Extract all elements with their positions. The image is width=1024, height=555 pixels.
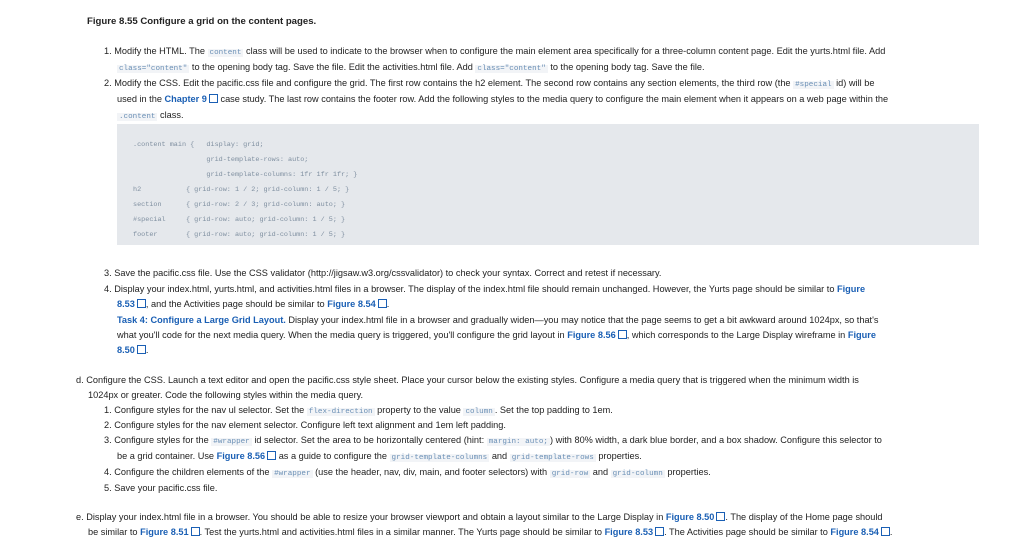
inline-code: flex-direction: [308, 408, 373, 416]
step-1-cont: class="content" to the opening body tag. Save the file. Edit the activities.html file. Add class="content" to the opening body tag. Save the file.: [119, 62, 705, 73]
inline-code: grid-column: [612, 470, 663, 478]
code-line: .content main { display: grid;: [133, 141, 264, 149]
code-block: [117, 124, 979, 245]
inline-code: #wrapper: [274, 470, 311, 478]
step-3: 3. Save the pacific.css file. Use the CSS validator (http://jigsaw.w3.org/cssvalidator) to check your syntax. Correct and retest if necessary.: [104, 268, 662, 278]
inline-code: margin: auto;: [488, 438, 548, 446]
inline-code: grid-template-rows: [511, 454, 594, 462]
step-2-cont: used in the Chapter 9 case study. The last row contains the footer row. Add the following styles to the media query to configure the main element when it appears on a web page within the: [117, 94, 889, 104]
part-letter: d.: [76, 375, 84, 385]
inline-code: class="content": [119, 65, 188, 73]
external-link-icon: [191, 527, 200, 536]
figure-8-54-link[interactable]: Figure 8.54: [327, 299, 376, 309]
figure-8-50-link[interactable]: Figure 8.50: [665, 512, 715, 522]
figure-8-50-link-num[interactable]: 8.50: [117, 345, 135, 355]
code-line: #special { grid-row: auto; grid-column: 1 / 5; }: [133, 216, 346, 224]
external-link-icon: [618, 330, 627, 339]
task-4: Task 4: Configure a Large Grid Layout. Display your index.html file in a browser and gradually widen—you may notice that the page seems to get a bit awkward around 1024px, so that's: [117, 315, 879, 325]
task-4-cont2: 8.50 .: [117, 345, 149, 355]
code-line: section { grid-row: 2 / 3; grid-column: auto; }: [133, 201, 346, 209]
part-d-item-3-cont: be a grid container. Use Figure 8.56 as a guide to configure the grid-template-columns and grid-template-rows properties.: [117, 451, 642, 462]
part-d-item-5: 5. Save your pacific.css file.: [104, 483, 218, 493]
inline-code: #wrapper: [213, 438, 250, 446]
external-link-icon: [881, 527, 890, 536]
task-4-cont: what you'll code for the next media query. When the media query is triggered, you'll configure the grid layout in Figure 8.56 , which corresponds to the Large Display wireframe in Figure: [117, 330, 876, 340]
figure-8-54-link[interactable]: Figure 8.54: [830, 527, 879, 537]
part-d-item-2: 2. Configure styles for the nav element selector. Configure left text alignment and 1em left padding.: [104, 420, 506, 430]
step-4: 4. Display your index.html, yurts.html, and activities.html files in a browser. The display of the index.html file should remain unchanged. However, the Yurts page should be similar to Figure: [104, 284, 866, 294]
part-letter: e.: [76, 512, 84, 522]
step-1: 1. Modify the HTML. The content class will be used to indicate to the browser when to configure the main element area specifically for a three-column content page. Edit the yurts.html file. Add: [104, 46, 886, 57]
code-line: footer { grid-row: auto; grid-column: 1 / 5; }: [133, 231, 346, 239]
code-line: h2 { grid-row: 1 / 2; grid-column: 1 / 5; }: [133, 186, 350, 194]
step-number: 3.: [104, 268, 112, 278]
chapter-9-link[interactable]: Chapter 9: [164, 94, 207, 104]
external-link-icon: [137, 299, 146, 308]
figure-8-53-link[interactable]: Figure 8.53: [604, 527, 654, 537]
part-d-item-4: 4. Configure the children elements of the #wrapper (use the header, nav, div, main, and footer selectors) with grid-row and grid-column properties.: [104, 467, 711, 478]
code-line: grid-template-columns: 1fr 1fr 1fr; }: [133, 171, 358, 179]
inline-code: class="content": [477, 65, 546, 73]
part-e-cont: be similar to Figure 8.51 . Test the yurts.html and activities.html files in a similar manner. The Yurts page should be similar to Figure 8.53 . The Activities page should be similar to Figure 8.54 .: [88, 527, 893, 537]
inline-code: grid-row: [551, 470, 589, 478]
part-d: d. Configure the CSS. Launch a text editor and open the pacific.css style sheet. Place your cursor below the existing styles. Configure a media query that is triggered when the minimum width is: [76, 375, 859, 385]
code-line: grid-template-rows: auto;: [133, 156, 309, 164]
inline-code: .content: [119, 113, 156, 121]
step-number: 2.: [104, 78, 112, 88]
part-d-cont: 1024px or greater. Code the following styles within the media query.: [88, 390, 364, 400]
figure-caption: Figure 8.55 Configure a grid on the content pages.: [87, 16, 317, 27]
step-2: 2. Modify the CSS. Edit the pacific.css file and configure the grid. The first row contains the h2 element. The second row contains any section elements, the third row (the #special id) will be: [104, 78, 875, 89]
part-d-item-3: 3. Configure styles for the #wrapper id selector. Set the area to be horizontally centered (hint: margin: auto; ) with 80% width, a dark blue border, and a box shadow. Configure this selector to: [104, 435, 882, 446]
task-4-label: Task 4: Configure a Large Grid Layout.: [117, 315, 286, 325]
external-link-icon: [655, 527, 664, 536]
step-number: 4.: [104, 284, 112, 294]
external-link-icon: [267, 451, 276, 460]
inline-code: column: [465, 408, 493, 416]
step-4-cont: 8.53 , and the Activities page should be similar to Figure 8.54 .: [117, 299, 390, 309]
figure-8-56-link[interactable]: Figure 8.56: [216, 451, 266, 461]
external-link-icon: [209, 94, 218, 103]
external-link-icon: [378, 299, 387, 308]
external-link-icon: [137, 345, 146, 354]
inline-code: content: [209, 49, 242, 57]
part-d-item-1: 1. Configure styles for the nav ul selector. Set the flex-direction property to the value column . Set the top padding to 1em.: [104, 405, 613, 416]
step-number: 1.: [104, 46, 112, 56]
inline-code: grid-template-columns: [391, 454, 488, 462]
figure-8-50-link[interactable]: Figure: [847, 330, 876, 340]
part-e: e. Display your index.html file in a browser. You should be able to resize your browser viewport and obtain a layout similar to the Large Display in Figure 8.50 . The display of the Home page should: [76, 512, 883, 522]
figure-8-53-link[interactable]: Figure: [837, 284, 866, 294]
inline-code: #special: [795, 81, 832, 89]
figure-8-51-link[interactable]: Figure 8.51: [140, 527, 189, 537]
figure-8-56-link[interactable]: Figure 8.56: [567, 330, 616, 340]
figure-8-53-link-num[interactable]: 8.53: [117, 299, 135, 309]
external-link-icon: [716, 512, 725, 521]
step-2-cont2: .content class.: [119, 110, 184, 121]
